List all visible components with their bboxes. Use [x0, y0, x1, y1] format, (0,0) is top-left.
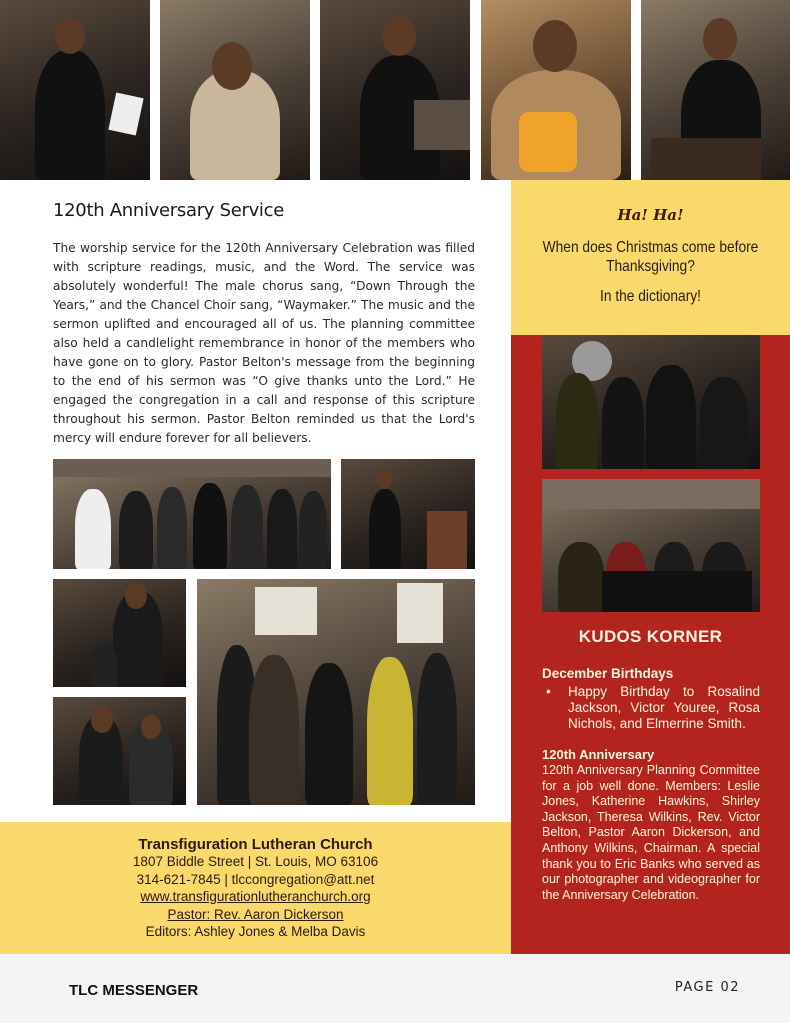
top-photo-man-speaking: [320, 0, 470, 180]
joke-question: When does Christmas come before Thanksgiving?: [542, 239, 759, 275]
birthdays-text: Happy Birthday to Rosalind Jackson, Victor Youree, Rosa Nichols, and Elmerrine Smith.: [568, 684, 760, 731]
kudos-title: KUDOS KORNER: [578, 627, 723, 646]
article-body: The worship service for the 120th Anniversary Celebration was filled with scripture readings, music, and the Word. The service was absolutely wonderful! The male chorus sang, “Down Through the Years,” and the Chancel Choir sang, “Waymaker.” The music and the sermon uplifted and encouraged all of us. The planning committee also held a candlelight remembrance in honor of the members who have gone on to glory. Pastor Belton's message from the beginning to the end of his sermon was “O give thanks unto the Lord.” He engaged the congregation in a call and response of this scripture throughout his sermon. Pastor Belton reminded us that the Lord's mercy will endure forever for all believers.: [53, 241, 475, 445]
church-address: 1807 Biddle Street | St. Louis, MO 63106: [132, 854, 379, 869]
joke-answer: In the dictionary!: [600, 288, 701, 305]
photo-choir-singing: [197, 579, 475, 805]
birthdays-heading: December Birthdays: [542, 666, 674, 681]
church-name: Transfiguration Lutheran Church: [138, 836, 373, 853]
pastor-link[interactable]: Pastor: Rev. Aaron Dickerson: [167, 906, 344, 922]
top-photo-mother-child: [481, 0, 631, 180]
article-title: 120th Anniversary Service: [53, 200, 285, 221]
photo-couple: [53, 697, 186, 805]
photo-group-committee: [53, 459, 331, 569]
joke-title: Ha! Ha!: [617, 206, 684, 224]
anniversary-text: 120th Anniversary Planning Committee for a job well done. Members: Leslie Jones, Katherine Hawkins, Shirley Jackson, Theresa Wilkins, Rev. Victor Belton, Pastor Aaron Dickerson, and Anthony Wilkins, Chairman. A special thank you to Eric Banks who served as our photographer and videographer for the Anniversary Celebration.: [542, 763, 760, 902]
anniversary-heading: 120th Anniversary: [542, 747, 655, 762]
church-website-link[interactable]: www.transfigurationlutheranchurch.org: [140, 889, 371, 904]
top-photo-singer: [0, 0, 150, 180]
photo-seated-guests: [542, 479, 760, 612]
photo-four-guests: [542, 335, 760, 469]
page-number: PAGE 02: [674, 980, 740, 995]
editors: Editors: Ashley Jones & Melba Davis: [145, 924, 366, 939]
contact-info: [0, 836, 511, 941]
publication-name: TLC MESSENGER: [69, 982, 199, 999]
photo-podium-speakers: [341, 459, 475, 569]
birthdays-item: [542, 684, 760, 732]
church-phone-email[interactable]: 314-621-7845 | tlccongregation@att.net: [136, 871, 375, 887]
photo-man-and-child: [53, 579, 186, 687]
top-photo-woman-laughing: [160, 0, 310, 180]
bullet-icon: •: [546, 684, 551, 699]
top-photo-man-podium: [641, 0, 790, 180]
